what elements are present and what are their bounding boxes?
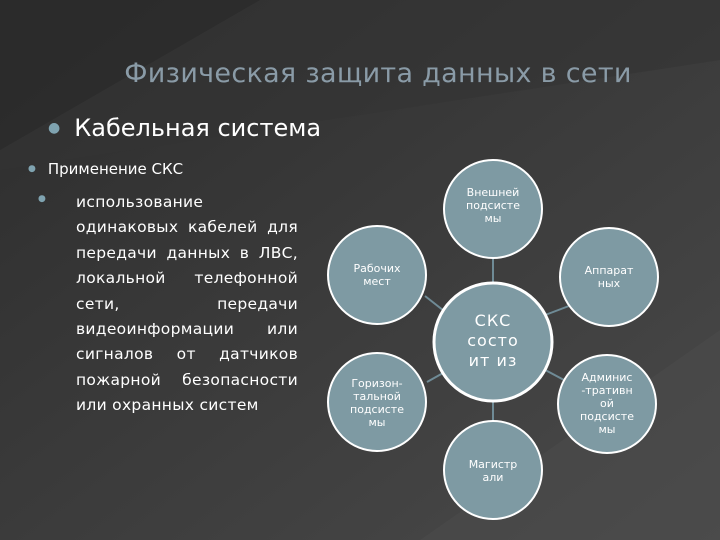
node-external-label: Внешней подсисте мы: [466, 186, 520, 225]
center-node-label: СКС состо ит из: [467, 311, 519, 370]
body-text: использование одинаковых кабелей для передачи данных в ЛВС, локальной телефонной сети, передачи видеоинформации или сигналов от датчиков пожарной безопасности или охранных систем: [76, 193, 298, 415]
node-admin-label: Админис -тративн ой подсисте мы: [580, 371, 634, 436]
bullet-dot-icon: ●: [38, 194, 46, 204]
node-hardware-label: Аппарат ных: [584, 264, 634, 290]
slide-title: Физическая защита данных в сети: [124, 58, 632, 89]
node-horizontal-label: Горизон- тальной подсисте мы: [350, 377, 404, 429]
bullet-dot-icon: ●: [28, 164, 36, 174]
node-backbone-label: Магистр али: [468, 458, 518, 484]
node-workplaces-label: Рабочих мест: [353, 262, 401, 288]
bullet-dot-icon: ●: [48, 120, 61, 136]
bullet-main-text: Кабельная система: [74, 114, 322, 142]
bullet-sub-text: Применение СКС: [47, 160, 184, 178]
